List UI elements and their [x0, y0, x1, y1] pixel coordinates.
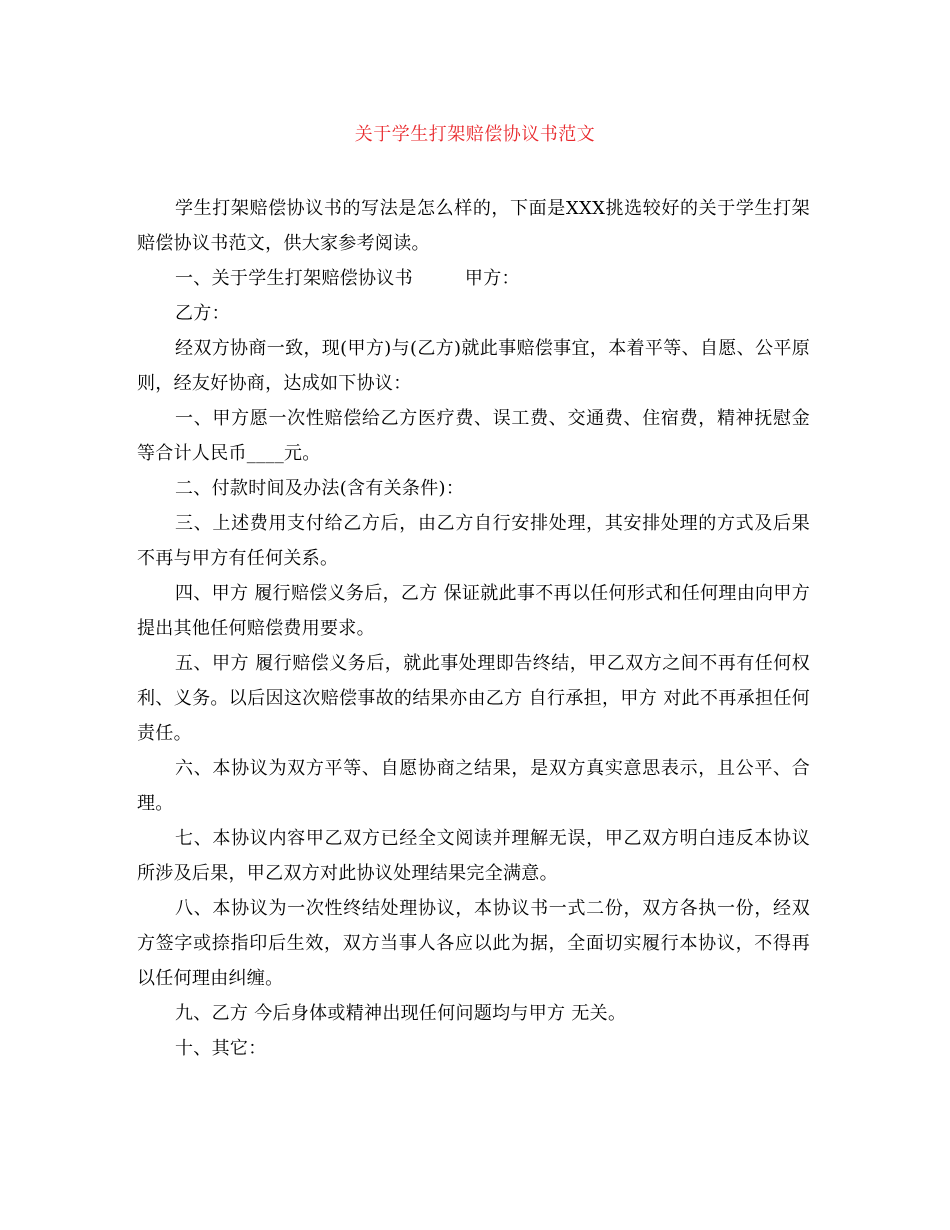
- document-title: 关于学生打架赔偿协议书范文: [354, 124, 596, 145]
- agreement-heading-line: [137, 261, 810, 296]
- clause-2: 二、付款时间及办法(含有关条件)：: [175, 478, 465, 499]
- preamble-paragraph: 经双方协商一致，现(甲方)与(乙方)就此事赔偿事宜，本着平等、自愿、公平原则，经友好协商，达成如下协议：: [137, 338, 810, 394]
- clause-8: 八、本协议为一次性终结处理协议，本协议书一式二份，双方各执一份，经双方签字或捺指印后生效，双方当事人各应以此为据，全面切实履行本协议，不得再以任何理由纠缠。: [137, 898, 810, 989]
- clause-3: 三、上述费用支付给乙方后，由乙方自行安排处理，其安排处理的方式及后果不再与甲方有任何关系。: [137, 513, 810, 569]
- clause-1: 一、甲方愿一次性赔偿给乙方医疗费、误工费、交通费、住宿费，精神抚慰金等合计人民币____元。: [137, 408, 810, 464]
- clause-9: 九、乙方 今后身体或精神出现任何问题均与甲方 无关。: [175, 1003, 627, 1024]
- party-a-label: 甲方：: [464, 268, 520, 289]
- document-body: [137, 191, 810, 1066]
- clause-4: 四、甲方 履行赔偿义务后，乙方 保证就此事不再以任何形式和任何理由向甲方 提出其他任何赔偿费用要求。: [137, 583, 810, 639]
- clause-10: 十、其它：: [175, 1038, 267, 1059]
- party-b-label: 乙方：: [175, 303, 230, 324]
- intro-paragraph: 学生打架赔偿协议书的写法是怎么样的，下面是XXX挑选较好的关于学生打架赔偿协议书范文，供大家参考阅读。: [137, 198, 810, 254]
- clause-6: 六、本协议为双方平等、自愿协商之结果，是双方真实意思表示，且公平、合理。: [137, 758, 810, 814]
- clause-5: 五、甲方 履行赔偿义务后，就此事处理即告终结，甲乙双方之间不再有任何权利、义务。以后因这次赔偿事故的结果亦由乙方 自行承担，甲方 对此不再承担任何责任。: [137, 653, 810, 744]
- agreement-heading: 一、关于学生打架赔偿协议书: [175, 268, 413, 289]
- clause-7: 七、本协议内容甲乙双方已经全文阅读并理解无误，甲乙双方明白违反本协议所涉及后果，甲乙双方对此协议处理结果完全满意。: [137, 828, 810, 884]
